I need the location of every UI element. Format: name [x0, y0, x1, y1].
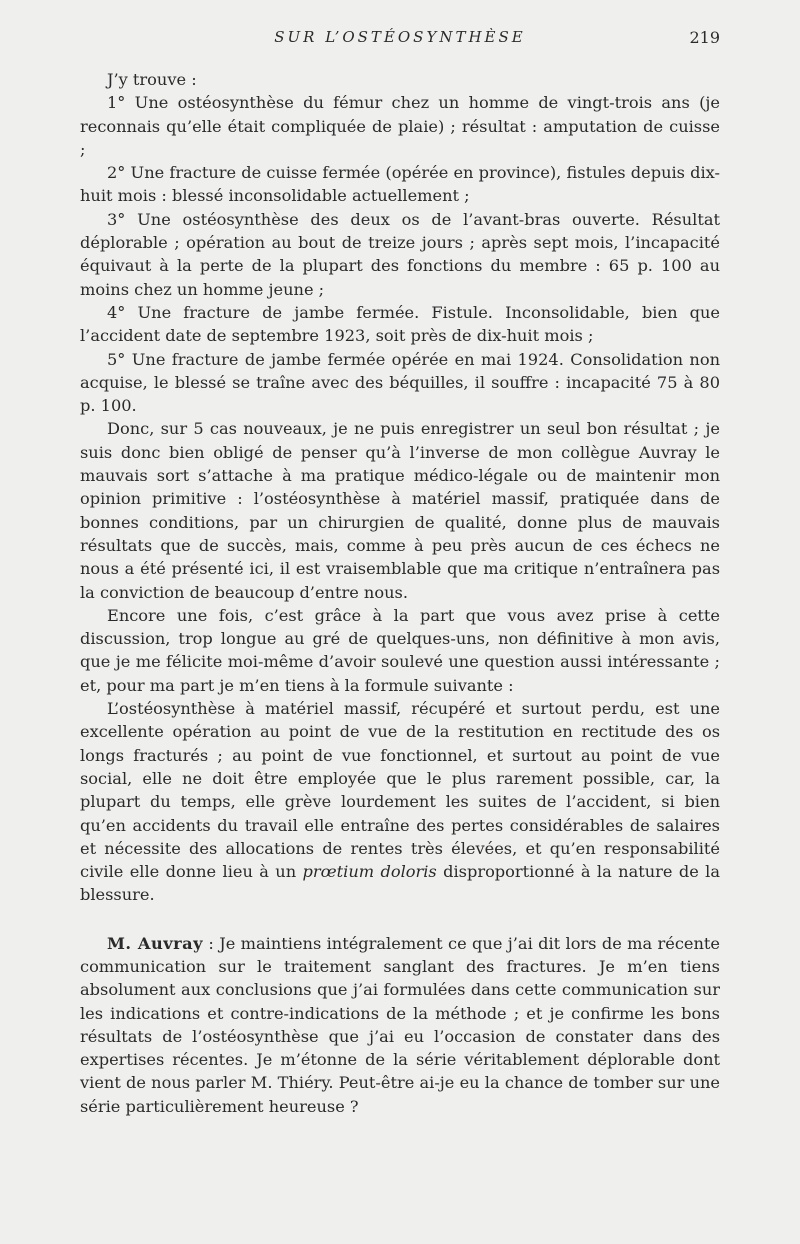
paragraph-case-2: 2° Une fracture de cuisse fermée (opérée en province), fistules depuis dix-huit mois : blessé inconsolidable actuellement ;	[80, 163, 720, 206]
paragraph-case-5: 5° Une fracture de jambe fermée opérée en mai 1924. Consolidation non acquise, le blessé se traîne avec des béquilles, il souffre : incapacité 75 à 80 p. 100.	[80, 349, 720, 416]
paragraph-case-1: 1° Une ostéosynthèse du fémur chez un homme de vingt-trois ans (je reconnais qu’elle était compliquée de plaie) ; résultat : amputation de cuisse ;	[80, 93, 720, 159]
page-header	[80, 28, 720, 50]
paragraph-discussion: Encore une fois, c’est grâce à la part que vous avez prise à cette discussion, trop longue au gré de quelques-uns, non définitive à mon avis, que je me félicite moi-même d’avoir soulevé une question aussi intéressante ; et, pour ma part je m’en tiens à la formule suivante :	[80, 605, 720, 695]
paragraph-conclusion: Donc, sur 5 cas nouveaux, je ne puis enregistrer un seul bon résultat ; je suis donc bien obligé de penser qu’à l’inverse de mon collègue Auvray le mauvais sort s’attache à ma pratique médico-légale ou de maintenir mon opinion primitive : l’ostéosynthèse à matériel massif, pratiquée dans de bonnes conditions, par un chirurgien de qualité, donne plus de mauvais résultats que de succès, mais, comme à peu près aucun de ces échecs ne nous a été présenté ici, il est vraisemblable que ma critique n’entraînera pas la conviction de beaucoup d’entre nous.	[80, 419, 720, 602]
speaker-name: M. Auvray	[107, 933, 204, 953]
formula-text-end: disproportionné à la nature de la blessure.	[80, 862, 720, 905]
running-title: SUR L’OSTÉOSYNTHÈSE	[274, 28, 526, 46]
formula-text-start: L’ostéosynthèse à matériel massif, récupéré et surtout perdu, est une excellente opération au point de vue de la restitution en rectitude des os longs fracturés ; au point de vue fonctionnel, et surtout au point de vue social, elle ne doit être employée que le plus rarement possible, car, la plupart du temps, elle grève lourdement les suites de l’accident, si bien qu’en accidents du travail elle entraîne des pertes considérables de salaires et nécessite des allocations de rentes très élevées, et qu’en responsabilité civile elle donne lieu à un	[80, 699, 720, 882]
reply-text: : Je maintiens intégralement ce que j’ai dit lors de ma récente communication sur le traitement sanglant des fractures. Je m’en tiens absolument aux conclusions que j’ai formulées dans cette communication sur les indications et contre-indications de la méthode ; et je confirme les bons résultats de l’ostéosynthèse que j’ai eu l’occasion de constater dans des expertises récentes. Je m’étonne de la série véritablement déplorable dont vient de nous parler M. Thiéry. Peut-être ai-je eu la chance de tomber sur une série particulièrement heureuse ?	[80, 933, 720, 1116]
paragraph-auvray-reply	[80, 932, 720, 1118]
latin-phrase: prœtium doloris	[302, 862, 437, 882]
page-number: 219	[689, 28, 720, 47]
paragraph-case-4: 4° Une fracture de jambe fermée. Fistule. Inconsolidable, bien que l’accident date de septembre 1923, soit près de dix-huit mois ;	[80, 302, 720, 346]
paragraph-case-3: 3° Une ostéosynthèse des deux os de l’avant-bras ouverte. Résultat déplorable ; opération au bout de treize jours ; après sept mois, l’incapacité équivaut à la perte de la plupart des fonctions du membre : 65 p. 100 au moins chez un homme jeune ;	[80, 209, 720, 299]
paragraph-intro: J’y trouve :	[107, 70, 197, 89]
paragraph-formula	[80, 697, 720, 907]
body-text	[80, 68, 720, 1118]
